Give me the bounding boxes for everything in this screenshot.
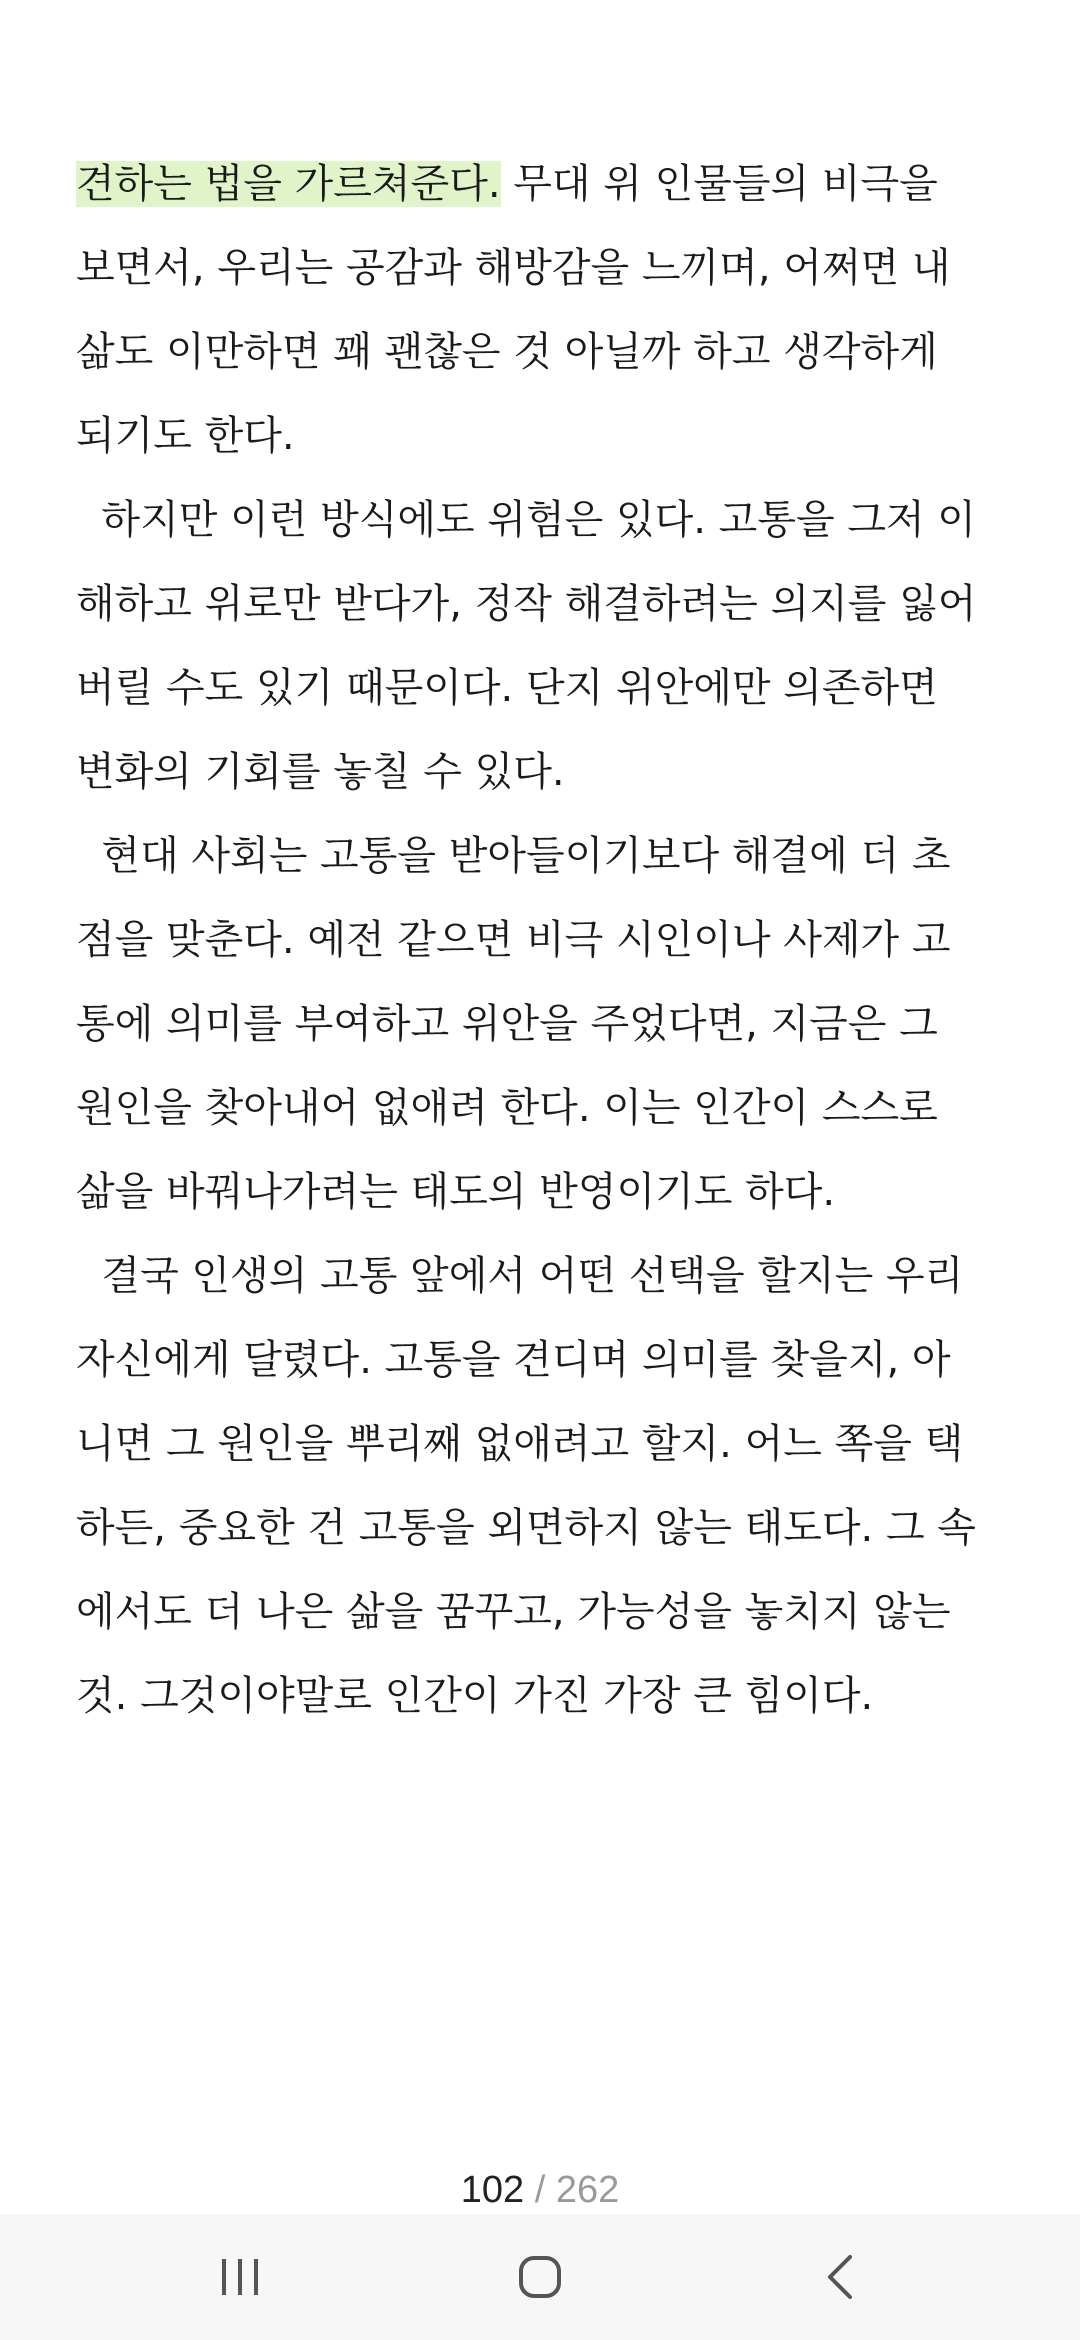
text-line: 삶도 이만하면 꽤 괜찮은 것 아닐까 하고 생각하게: [76, 329, 938, 375]
system-navigation-bar: [0, 2214, 1080, 2340]
recent-apps-button[interactable]: [140, 2214, 340, 2340]
home-button[interactable]: [440, 2214, 640, 2340]
text-line: 변화의 기회를 놓칠 수 있다.: [76, 749, 565, 795]
text-line: 자신에게 달렸다. 고통을 견디며 의미를 찾을지, 아: [76, 1337, 951, 1383]
text-line: 하지만 이런 방식에도 위험은 있다. 고통을 그저 이: [76, 497, 976, 543]
text-line: 버릴 수도 있기 때문이다. 단지 위안에만 의존하면: [76, 665, 938, 711]
text-line: 되기도 한다.: [76, 413, 295, 459]
total-pages: 262: [555, 2169, 620, 2211]
back-button[interactable]: [740, 2214, 940, 2340]
recent-apps-icon: [216, 2255, 264, 2299]
text-line: 하든, 중요한 건 고통을 외면하지 않는 태도다. 그 속: [76, 1505, 976, 1551]
line-text: 무대 위 인물들의 비극을: [500, 161, 938, 207]
text-line: 점을 맞춘다. 예전 같으면 비극 시인이나 사제가 고: [76, 917, 951, 963]
text-line: 현대 사회는 고통을 받아들이기보다 해결에 더 초: [76, 833, 951, 879]
home-icon: [516, 2253, 564, 2301]
text-line: 삶을 바꿔나가려는 태도의 반영이기도 하다.: [76, 1169, 836, 1215]
text-line: 원인을 찾아내어 없애려 한다. 이는 인간이 스스로: [76, 1085, 938, 1131]
text-line: [76, 148, 1016, 232]
page-separator: /: [524, 2169, 556, 2211]
text-line: 해하고 위로만 받다가, 정작 해결하려는 의지를 잃어: [76, 581, 977, 627]
back-icon: [820, 2253, 860, 2301]
text-line: 에서도 더 나은 삶을 꿈꾸고, 가능성을 놓치지 않는: [76, 1589, 951, 1635]
text-line: 보면서, 우리는 공감과 해방감을 느끼며, 어쩌면 내: [76, 245, 951, 291]
book-text: [76, 148, 1016, 1744]
text-line: 결국 인생의 고통 앞에서 어떤 선택을 할지는 우리: [76, 1253, 964, 1299]
text-line: 니면 그 원인을 뿌리째 없애려고 할지. 어느 쪽을 택: [76, 1421, 964, 1467]
page-counter: [0, 2166, 1080, 2214]
highlighted-text[interactable]: 견하는 법을 가르쳐준다.: [76, 161, 501, 207]
text-line: 것. 그것이야말로 인간이 가진 가장 큰 힘이다.: [76, 1673, 874, 1719]
text-line: 통에 의미를 부여하고 위안을 주었다면, 지금은 그: [76, 1001, 938, 1047]
current-page: 102: [460, 2169, 525, 2211]
